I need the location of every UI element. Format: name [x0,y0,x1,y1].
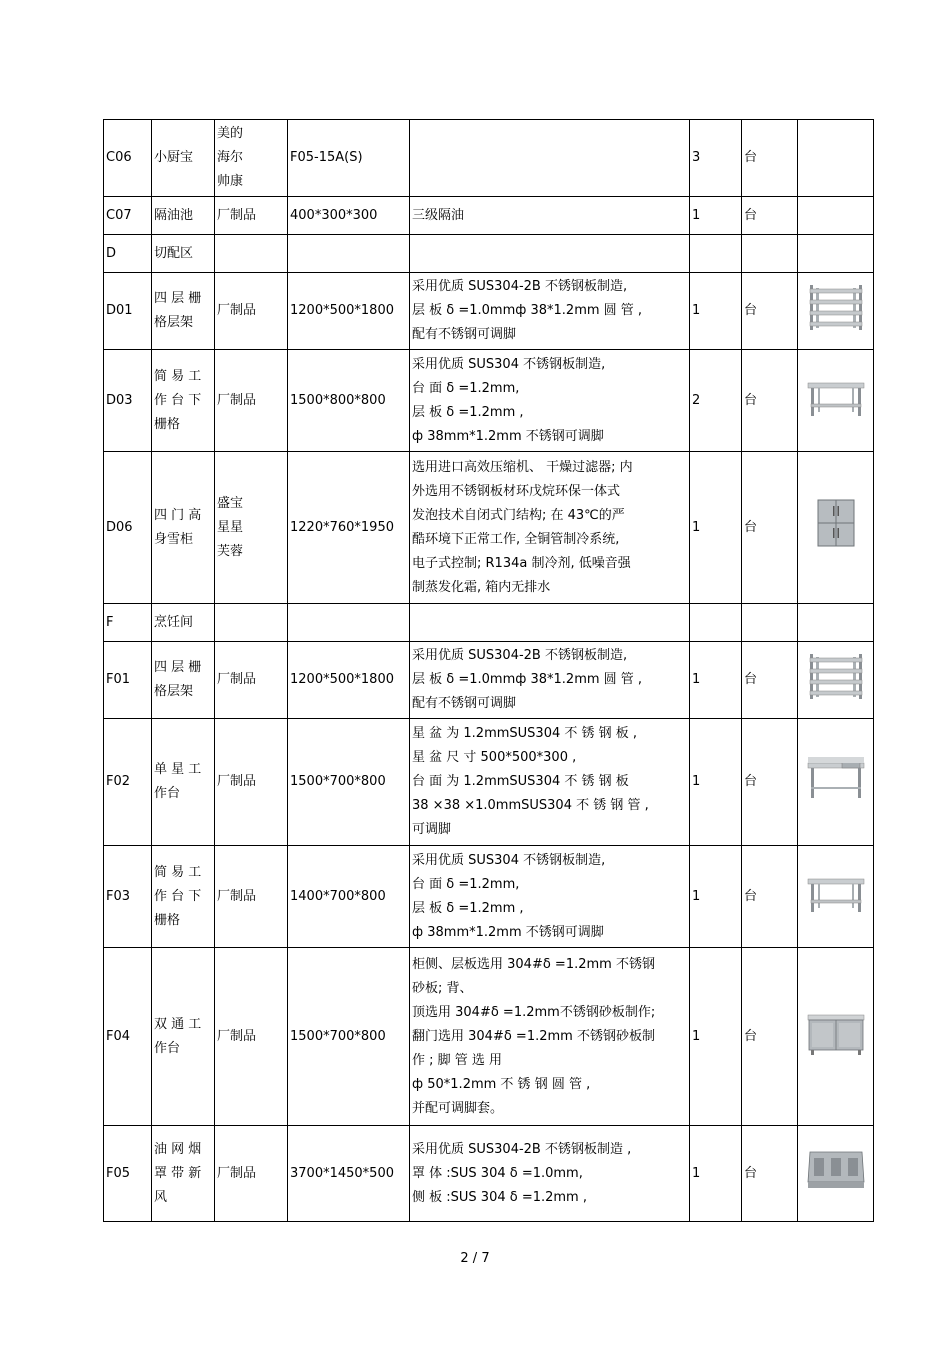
description-line: 采用优质 SUS304 不锈钢板制造, [412,852,606,868]
product-image-cell [798,948,874,1126]
description-line: 柜侧、层板选用 304#δ =1.2mm 不锈钢 [412,956,655,972]
description-line: 38 ×38 ×1.0mmSUS304 不 锈 钢 管 , [412,798,649,813]
item-name-cell [152,120,215,197]
brand-line: 星星 [217,519,244,535]
product-image-cell [798,350,874,452]
product-image-cell [798,120,874,197]
description-line: 作 ; 脚 管 选 用 [412,1052,503,1068]
table-row [104,1126,874,1222]
table-icon [806,371,866,421]
spec-cell [288,235,410,273]
product-image-cell [798,846,874,948]
quantity-cell: 1 [690,642,742,719]
item-name-cell [152,273,215,350]
unit-cell: 台 [742,846,798,948]
item-name-cell [152,1126,215,1222]
spec-cell: 1200*500*1800 [288,642,410,719]
item-name-line: 作 台 下 [154,888,202,904]
description-cell [410,719,690,846]
item-code-cell: F05 [104,1126,152,1222]
item-name-cell [152,604,215,642]
item-name-cell [152,197,215,235]
table-row [104,235,874,273]
description-cell [410,197,690,235]
unit-cell: 台 [742,120,798,197]
brand-cell [215,604,288,642]
brand-line: 厂制品 [217,888,257,904]
spec-cell: 1500*700*800 [288,948,410,1126]
description-line: ф 38mm*1.2mm 不锈钢可调脚 [412,924,604,940]
description-cell [410,846,690,948]
quantity-cell: 1 [690,719,742,846]
page-number: 2 / 7 [460,1251,490,1266]
item-name-line: 风 [154,1189,168,1205]
quantity-cell: 1 [690,197,742,235]
item-name-cell [152,350,215,452]
brand-line: 海尔 [217,150,244,165]
product-image-cell [798,719,874,846]
description-line: 采用优质 SUS304-2B 不锈钢板制造 , [412,1141,632,1157]
item-name-line: 四 层 栅 [154,660,202,675]
table-row [104,846,874,948]
brand-line: 厂制品 [217,774,257,789]
description-line: ф 50*1.2mm 不 锈 钢 圆 管 , [412,1076,591,1092]
item-name-line: 栅格 [154,912,181,928]
brand-cell [215,948,288,1126]
description-line: 顶选用 304#δ =1.2mm不锈钢砂板制作; [412,1004,656,1020]
item-code-cell: D03 [104,350,152,452]
item-name-cell [152,452,215,604]
item-name-line: 作 台 下 [154,392,202,408]
description-line: 配有不锈钢可调脚 [412,327,517,342]
item-code-cell: F02 [104,719,152,846]
item-code-cell: D [104,235,152,273]
unit-cell: 台 [742,452,798,604]
quantity-cell: 1 [690,273,742,350]
description-cell [410,235,690,273]
item-code-cell: F [104,604,152,642]
shelf-icon [806,651,866,701]
description-line: 层 板 δ =1.2mm , [412,404,524,420]
unit-cell: 台 [742,642,798,719]
item-name-line: 简 易 工 [154,864,202,880]
unit-cell: 台 [742,1126,798,1222]
item-name-line: 栅格 [154,416,181,432]
item-name-line: 单 星 工 [154,762,202,777]
brand-cell [215,350,288,452]
brand-cell [215,452,288,604]
item-name-line: 隔油池 [154,207,194,223]
description-cell [410,120,690,197]
item-code-cell: F03 [104,846,152,948]
unit-cell: 台 [742,350,798,452]
brand-cell [215,846,288,948]
brand-cell [215,197,288,235]
description-line: 台 面 δ =1.2mm, [412,380,520,396]
item-name-line: 格层架 [154,684,194,699]
description-line: 侧 板 :SUS 304 δ =1.2mm , [412,1189,587,1205]
brand-line: 厂制品 [217,392,257,408]
unit-cell: 台 [742,948,798,1126]
brand-cell [215,273,288,350]
product-image-cell [798,452,874,604]
description-line: 电子式控制; R134a 制冷剂, 低噪音强 [412,555,631,571]
item-code-cell: D01 [104,273,152,350]
brand-cell [215,235,288,273]
description-line: 制蒸发化霜, 箱内无排水 [412,579,551,595]
description-line: 三级隔油 [412,207,465,223]
sink-table-icon [806,753,866,803]
quantity-cell: 3 [690,120,742,197]
table-row [104,273,874,350]
description-line: ф 38mm*1.2mm 不锈钢可调脚 [412,428,604,444]
table-row [104,948,874,1126]
item-name-cell [152,846,215,948]
description-line: 选用进口高效压缩机、 干燥过滤器; 内 [412,459,633,475]
item-name-line: 作台 [154,1040,181,1056]
shelf-icon [806,282,866,332]
description-line: 砂板; 背、 [412,980,473,996]
brand-line: 美的 [217,126,244,141]
item-code-cell: C07 [104,197,152,235]
description-line: 台 面 δ =1.2mm, [412,876,520,892]
description-line: 采用优质 SUS304 不锈钢板制造, [412,356,606,372]
description-line: 星 盆 尺 寸 500*500*300 , [412,750,577,765]
quantity-cell [690,604,742,642]
cabinet-icon [806,1007,866,1057]
item-code-cell: F04 [104,948,152,1126]
product-image-cell [798,642,874,719]
brand-line: 芙蓉 [217,543,244,559]
spec-cell: F05-15A(S) [288,120,410,197]
table-icon [806,867,866,917]
description-line: 可调脚 [412,822,452,837]
item-name-line: 切配区 [154,245,194,261]
description-cell [410,350,690,452]
description-line: 层 板 δ =1.2mm , [412,900,524,916]
brand-line: 厂制品 [217,1028,257,1044]
description-cell [410,273,690,350]
brand-line: 厂制品 [217,672,257,687]
brand-line: 厂制品 [217,207,257,223]
item-name-cell [152,235,215,273]
description-line: 层 板 δ =1.0mmф 38*1.2mm 圆 管 , [412,303,643,318]
item-name-cell [152,642,215,719]
description-cell [410,1126,690,1222]
spec-cell [288,604,410,642]
item-name-cell [152,719,215,846]
description-line: 罩 体 :SUS 304 δ =1.0mm, [412,1165,583,1181]
item-name-cell [152,948,215,1126]
spec-cell: 400*300*300 [288,197,410,235]
item-name-line: 油 网 烟 [154,1141,202,1157]
description-cell [410,642,690,719]
item-name-line: 小厨宝 [154,150,194,165]
product-image-cell [798,235,874,273]
brand-line: 帅康 [217,174,244,189]
brand-cell [215,719,288,846]
item-name-line: 简 易 工 [154,368,202,384]
product-image-cell [798,273,874,350]
table-row [104,197,874,235]
spec-cell: 1500*700*800 [288,719,410,846]
description-cell [410,948,690,1126]
description-line: 星 盆 为 1.2mmSUS304 不 锈 钢 板 , [412,726,638,741]
description-line: 并配可调脚套。 [412,1100,504,1116]
description-line: 层 板 δ =1.0mmф 38*1.2mm 圆 管 , [412,672,643,687]
item-name-line: 格层架 [154,315,194,330]
item-name-line: 作台 [154,786,181,801]
table-row [104,719,874,846]
description-line: 配有不锈钢可调脚 [412,696,517,711]
quantity-cell [690,235,742,273]
item-name-line: 四 层 栅 [154,291,202,306]
description-line: 台 面 为 1.2mmSUS304 不 锈 钢 板 [412,774,629,789]
unit-cell: 台 [742,273,798,350]
table-row [104,604,874,642]
unit-cell: 台 [742,197,798,235]
equipment-table [103,119,874,1222]
brand-cell [215,642,288,719]
quantity-cell: 1 [690,846,742,948]
brand-line: 厂制品 [217,1165,257,1181]
brand-cell [215,1126,288,1222]
description-line: 外选用不锈钢板材环戊烷环保一体式 [412,483,621,499]
description-cell [410,604,690,642]
item-name-line: 身雪柜 [154,531,194,547]
quantity-cell: 1 [690,948,742,1126]
description-line: 采用优质 SUS304-2B 不锈钢板制造, [412,279,628,294]
spec-cell: 1500*800*800 [288,350,410,452]
item-name-line: 罩 带 新 [154,1165,202,1181]
quantity-cell: 2 [690,350,742,452]
brand-line: 盛宝 [217,495,244,511]
quantity-cell: 1 [690,452,742,604]
quantity-cell: 1 [690,1126,742,1222]
description-line: 翻门选用 304#δ =1.2mm 不锈钢砂板制 [412,1028,655,1044]
brand-cell [215,120,288,197]
unit-cell: 台 [742,719,798,846]
item-code-cell: D06 [104,452,152,604]
item-name-line: 烹饪间 [154,614,194,630]
item-code-cell: C06 [104,120,152,197]
description-line: 采用优质 SUS304-2B 不锈钢板制造, [412,648,628,663]
table-row [104,642,874,719]
spec-cell: 3700*1450*500 [288,1126,410,1222]
spec-cell: 1400*700*800 [288,846,410,948]
brand-line: 厂制品 [217,303,257,318]
fridge-icon [806,498,866,548]
product-image-cell [798,604,874,642]
hood-icon [806,1144,866,1194]
table-row [104,120,874,197]
table-row [104,452,874,604]
description-line: 酷环境下正常工作, 全铜管制冷系统, [412,531,620,547]
item-name-line: 四 门 高 [154,507,202,523]
spec-cell: 1220*760*1950 [288,452,410,604]
spec-cell: 1200*500*1800 [288,273,410,350]
item-code-cell: F01 [104,642,152,719]
table-row [104,350,874,452]
product-image-cell [798,197,874,235]
unit-cell [742,235,798,273]
product-image-cell [798,1126,874,1222]
item-name-line: 双 通 工 [154,1016,202,1032]
unit-cell [742,604,798,642]
description-cell [410,452,690,604]
description-line: 发泡技术自闭式门结构; 在 43℃的严 [412,507,625,523]
